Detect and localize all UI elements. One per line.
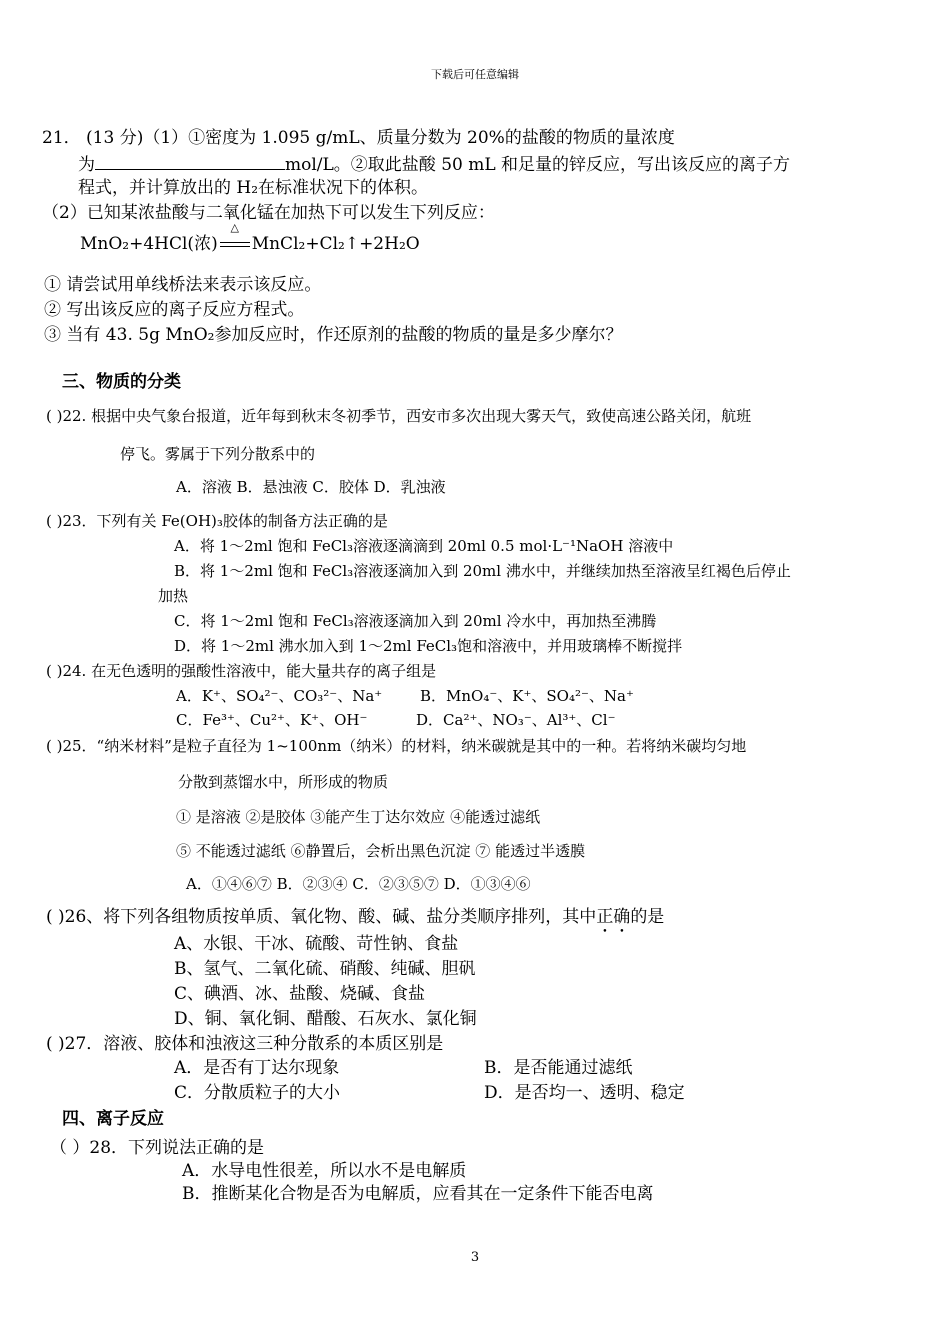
q26-option-d: D、铜、氧化铜、醋酸、石灰水、氯化铜 xyxy=(174,1009,477,1029)
reaction-equation xyxy=(80,221,420,254)
q21-line2-pre: 为 xyxy=(78,155,95,175)
q23-option-b-cont: 加热 xyxy=(158,587,189,605)
q26-stem xyxy=(46,907,664,937)
q25-items-row1: ① 是溶液 ②是胶体 ③能产生丁达尔效应 ④能透过滤纸 xyxy=(176,808,541,826)
q24-option-a: A．K⁺、SO₄²⁻、CO₃²⁻、Na⁺ xyxy=(176,687,383,705)
q21-line2 xyxy=(78,153,790,175)
q24-option-c: C．Fe³⁺、Cu²⁺、K⁺、OH⁻ xyxy=(176,711,368,729)
q27-option-d: D．是否均一、透明、稳定 xyxy=(484,1083,685,1103)
q26-option-c: C、碘酒、冰、盐酸、烧碱、食盐 xyxy=(174,984,426,1004)
q22-stem-line1: ( )22. 根据中央气象台报道，近年每到秋末冬初季节，西安市多次出现大雾天气，致使高速公路关闭，航班 xyxy=(46,407,752,425)
q23-option-c: C．将 1～2ml 饱和 FeCl₃溶液逐滴加入到 20ml 冷水中，再加热至沸腾 xyxy=(174,612,657,630)
q25-stem-line2: 分散到蒸馏水中，所形成的物质 xyxy=(178,773,389,791)
q21-line3: 程式，并计算放出的 H₂在标准状况下的体积。 xyxy=(78,178,429,198)
equation-left: MnO₂+4HCl(浓) xyxy=(80,234,218,254)
answer-blank[interactable] xyxy=(95,153,285,170)
q26-emphasis: 正确 xyxy=(596,907,631,927)
equation-right: MnCl₂+Cl₂↑+2H₂O xyxy=(251,234,420,254)
q26-stem-post: 的是 xyxy=(630,907,665,927)
q25-options: A．①④⑥⑦ B．②③④ C．②③⑤⑦ D．①③④⑥ xyxy=(186,875,531,893)
section-title-3: 三、物质的分类 xyxy=(62,372,181,392)
q28-option-a: A．水导电性很差，所以水不是电解质 xyxy=(182,1161,467,1181)
q23-stem: ( )23．下列有关 Fe(OH)₃胶体的制备方法正确的是 xyxy=(46,512,388,530)
q21-line1: 21． (13 分)（1）①密度为 1.095 g/mL、质量分数为 20%的盐酸的物质的量浓度 xyxy=(42,128,675,148)
q26-option-b: B、氢气、二氧化硫、硝酸、纯碱、胆矾 xyxy=(174,959,476,979)
q24-option-d: D．Ca²⁺、NO₃⁻、Al³⁺、Cl⁻ xyxy=(416,711,616,729)
q27-option-c: C．分散质粒子的大小 xyxy=(174,1083,341,1103)
q23-option-a: A．将 1～2ml 饱和 FeCl₃溶液逐滴滴到 20ml 0.5 mol·L⁻¹NaOH 溶液中 xyxy=(174,537,674,555)
q23-option-d: D．将 1～2ml 沸水加入到 1～2ml FeCl₃饱和溶液中，并用玻璃棒不断搅拌 xyxy=(174,637,683,655)
section-title-4: 四、离子反应 xyxy=(62,1109,164,1129)
q21-sub2: ② 写出该反应的离子反应方程式。 xyxy=(44,300,305,320)
q25-items-row2: ⑤ 不能透过滤纸 ⑥静置后，会析出黑色沉淀 ⑦ 能透过半透膜 xyxy=(176,842,586,860)
q27-stem: ( )27．溶液、胶体和浊液这三种分散系的本质区别是 xyxy=(46,1034,444,1054)
page-header: 下载后可任意编辑 xyxy=(431,68,519,81)
q24-stem: ( )24. 在无色透明的强酸性溶液中，能大量共存的离子组是 xyxy=(46,662,437,680)
q27-option-b: B．是否能通过滤纸 xyxy=(484,1058,633,1078)
q23-option-b: B．将 1～2ml 饱和 FeCl₃溶液逐滴加入到 20ml 沸水中，并继续加热至溶液呈红褐色后停止 xyxy=(174,562,791,580)
q22-options: A．溶液 B．悬浊液 C．胶体 D．乳浊液 xyxy=(176,478,446,496)
q26-stem-pre: ( )26、将下列各组物质按单质、氧化物、酸、碱、盐分类顺序排列，其中 xyxy=(46,907,597,927)
q27-option-a: A．是否有丁达尔现象 xyxy=(174,1058,340,1078)
q21-sub1: ① 请尝试用单线桥法来表示该反应。 xyxy=(44,275,322,295)
q21-line2-post: mol/L。②取此盐酸 50 mL 和足量的锌反应，写出该反应的离子方 xyxy=(285,155,791,175)
heat-triangle-icon: △ xyxy=(230,221,239,234)
heat-equals-sign xyxy=(218,221,252,251)
q28-option-b: B．推断某化合物是否为电解质，应看其在一定条件下能否电离 xyxy=(182,1184,654,1204)
q25-stem-line1: ( )25．“纳米材料”是粒子直径为 1~100nm（纳米）的材料，纳米碳就是其中的一种。若将纳米碳均匀地 xyxy=(46,737,747,755)
q24-option-b: B．MnO₄⁻、K⁺、SO₄²⁻、Na⁺ xyxy=(420,687,634,705)
q21-part2: （2）已知某浓盐酸与二氧化锰在加热下可以发生下列反应： xyxy=(42,203,495,223)
page-number: 3 xyxy=(470,1250,480,1265)
q21-sub3: ③ 当有 43. 5g MnO₂参加反应时，作还原剂的盐酸的物质的量是多少摩尔？ xyxy=(44,325,623,345)
q26-option-a: A、水银、干冰、硫酸、苛性钠、食盐 xyxy=(174,934,459,954)
q22-stem-line2: 停飞。雾属于下列分散系中的 xyxy=(120,445,316,463)
q28-stem: （ ）28．下列说法正确的是 xyxy=(50,1138,265,1158)
